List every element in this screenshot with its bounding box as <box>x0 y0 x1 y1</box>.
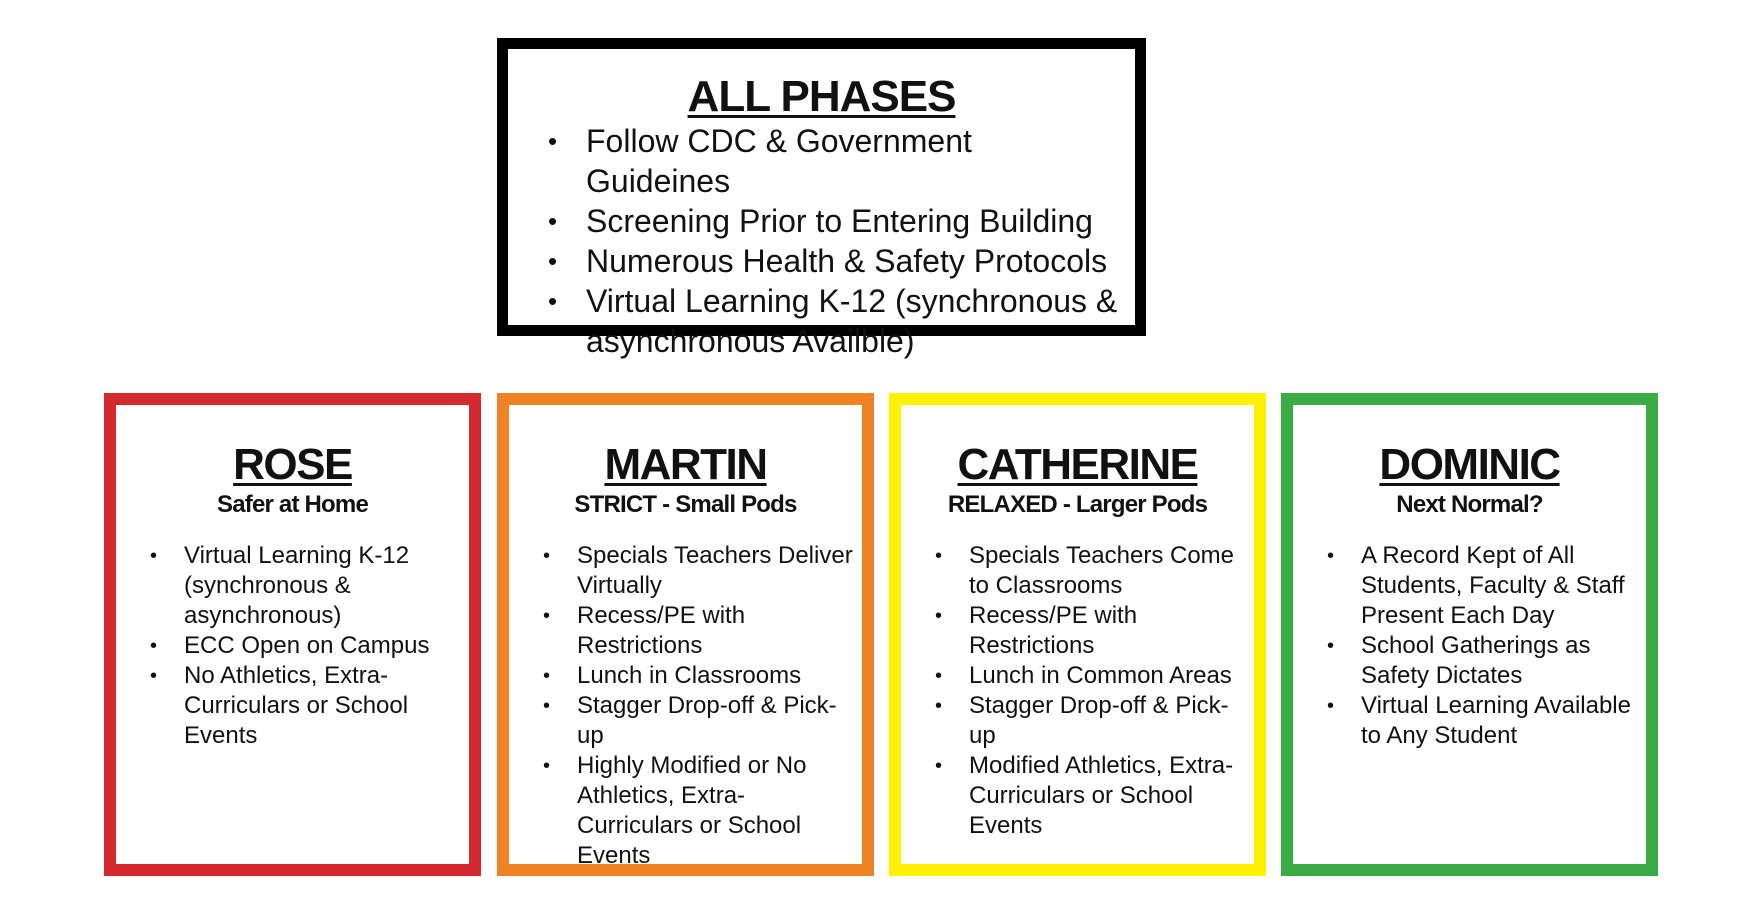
phase-subtitle: RELAXED - Larger Pods <box>947 491 1208 518</box>
list-item: • Recess/PE with Restrictions <box>543 602 746 659</box>
phase-list <box>533 541 858 871</box>
bullet-icon: • <box>543 755 551 777</box>
list-item: • School Gatherings as Safety Dictates <box>1327 632 1591 689</box>
list-item: • Stagger Drop-off & Pick-up <box>935 692 1229 749</box>
list-item: • Lunch in Common Areas <box>935 662 1232 689</box>
list-item: • Virtual Learning Available to Any Student <box>1327 692 1631 749</box>
phase-list <box>1317 541 1642 751</box>
bullet-icon: • <box>150 635 158 657</box>
list-item: • Numerous Health & Safety Protocols <box>548 243 1108 279</box>
bullet-icon: • <box>548 246 558 276</box>
phase-subtitle: STRICT - Small Pods <box>574 491 797 518</box>
bullet-icon: • <box>548 206 558 236</box>
bullet-icon: • <box>543 605 551 627</box>
phase-name: CATHERINE <box>957 440 1198 489</box>
bullet-icon: • <box>935 755 943 777</box>
phase-subtitle: Safer at Home <box>217 491 368 518</box>
bullet-icon: • <box>935 665 943 687</box>
phase-name: DOMINIC <box>1379 440 1560 489</box>
bullet-icon: • <box>150 665 158 687</box>
bullet-icon: • <box>1327 695 1335 717</box>
list-item: • Stagger Drop-off & Pick-up <box>543 692 837 749</box>
phase-name: ROSE <box>233 440 352 489</box>
bullet-icon: • <box>150 545 158 567</box>
all-phases-box <box>497 38 1146 359</box>
phase-list <box>140 541 465 751</box>
bullet-icon: • <box>543 695 551 717</box>
bullet-icon: • <box>543 545 551 567</box>
phase-name: MARTIN <box>604 440 767 489</box>
bullet-icon: • <box>1327 545 1335 567</box>
bullet-icon: • <box>543 665 551 687</box>
phase-list <box>925 541 1250 841</box>
list-item: • Screening Prior to Entering Building <box>548 203 1093 239</box>
list-item: • A Record Kept of All Students, Faculty & Staff Present Each Day <box>1327 542 1625 629</box>
bullet-icon: • <box>935 605 943 627</box>
list-item: • Follow CDC & Government Guideines <box>548 123 972 199</box>
list-item: • No Athletics, Extra-Curriculars or School Events <box>150 662 409 749</box>
bullet-icon: • <box>935 695 943 717</box>
list-item: • ECC Open on Campus <box>150 632 430 659</box>
bullet-icon: • <box>1327 635 1335 657</box>
list-item: • Highly Modified or No Athletics, Extra-Curriculars or School Events <box>543 752 807 869</box>
list-item: • Virtual Learning K-12 (synchronous & asynchronous) <box>150 542 410 629</box>
bullet-icon: • <box>548 126 558 156</box>
list-item: • Modified Athletics, Extra-Curriculars or School Events <box>935 752 1234 839</box>
phase-card-rose <box>104 393 481 876</box>
phase-card-catherine <box>889 393 1266 876</box>
list-item: • Specials Teachers Deliver Virtually <box>543 542 853 599</box>
all-phases-title: ALL PHASES <box>687 72 956 121</box>
bullet-icon: • <box>935 545 943 567</box>
phase-subtitle: Next Normal? <box>1396 491 1543 518</box>
list-item: • Specials Teachers Come to Classrooms <box>935 542 1235 599</box>
phase-card-martin <box>497 393 874 876</box>
list-item: • Lunch in Classrooms <box>543 662 802 689</box>
phase-card-dominic <box>1281 393 1658 876</box>
bullet-icon: • <box>548 286 558 316</box>
list-item: • Virtual Learning K-12 (synchronous & asynchronous Availble) <box>548 283 1118 359</box>
all-phases-list <box>544 121 1124 361</box>
list-item: • Recess/PE with Restrictions <box>935 602 1138 659</box>
